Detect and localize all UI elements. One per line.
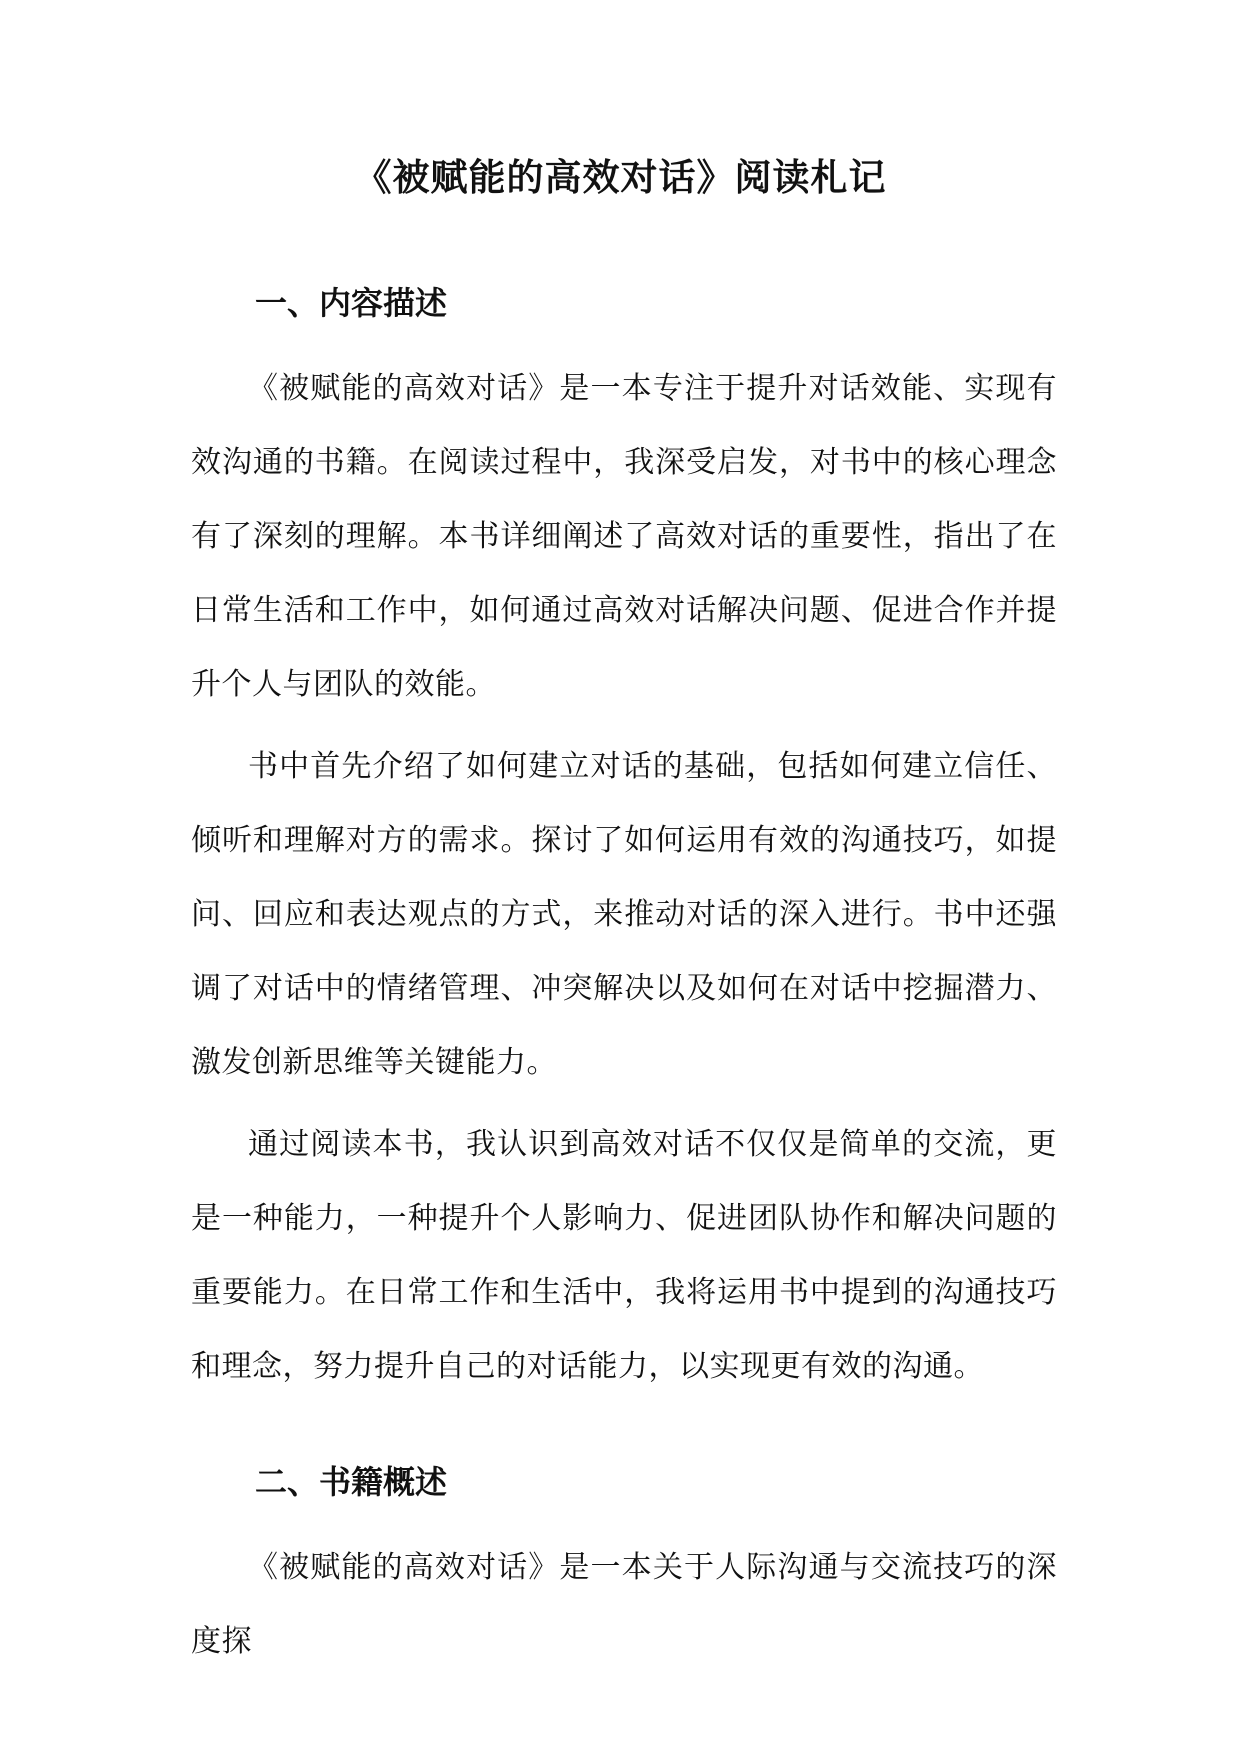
- section-heading-book-overview: 二、书籍概述: [255, 1463, 448, 1501]
- section-heading-content-description: 一、内容描述: [255, 284, 448, 322]
- paragraph: 通过阅读本书，我认识到高效对话不仅仅是简单的交流，更是一种能力，一种提升个人影响力、促进团队协作和解决问题的重要能力。在日常工作和生活中，我将运用书中提到的沟通技巧和理念，努力提升自己的对话能力，以实现更有效的沟通。: [191, 1127, 1057, 1384]
- paragraph: 《被赋能的高效对话》是一本专注于提升对话效能、实现有效沟通的书籍。在阅读过程中，我深受启发，对书中的核心理念有了深刻的理解。本书详细阐述了高效对话的重要性，指出了在日常生活和工作中，如何通过高效对话解决问题、促进合作并提升个人与团队的效能。: [191, 371, 1057, 702]
- page-title: 《被赋能的高效对话》阅读札记: [354, 156, 887, 199]
- paragraph: 书中首先介绍了如何建立对话的基础，包括如何建立信任、倾听和理解对方的需求。探讨了如何运用有效的沟通技巧，如提问、回应和表达观点的方式，来推动对话的深入进行。书中还强调了对话中的情绪管理、冲突解决以及如何在对话中挖掘潜力、激发创新思维等关键能力。: [191, 749, 1057, 1080]
- paragraph: 《被赋能的高效对话》是一本关于人际沟通与交流技巧的深度探: [191, 1550, 1057, 1659]
